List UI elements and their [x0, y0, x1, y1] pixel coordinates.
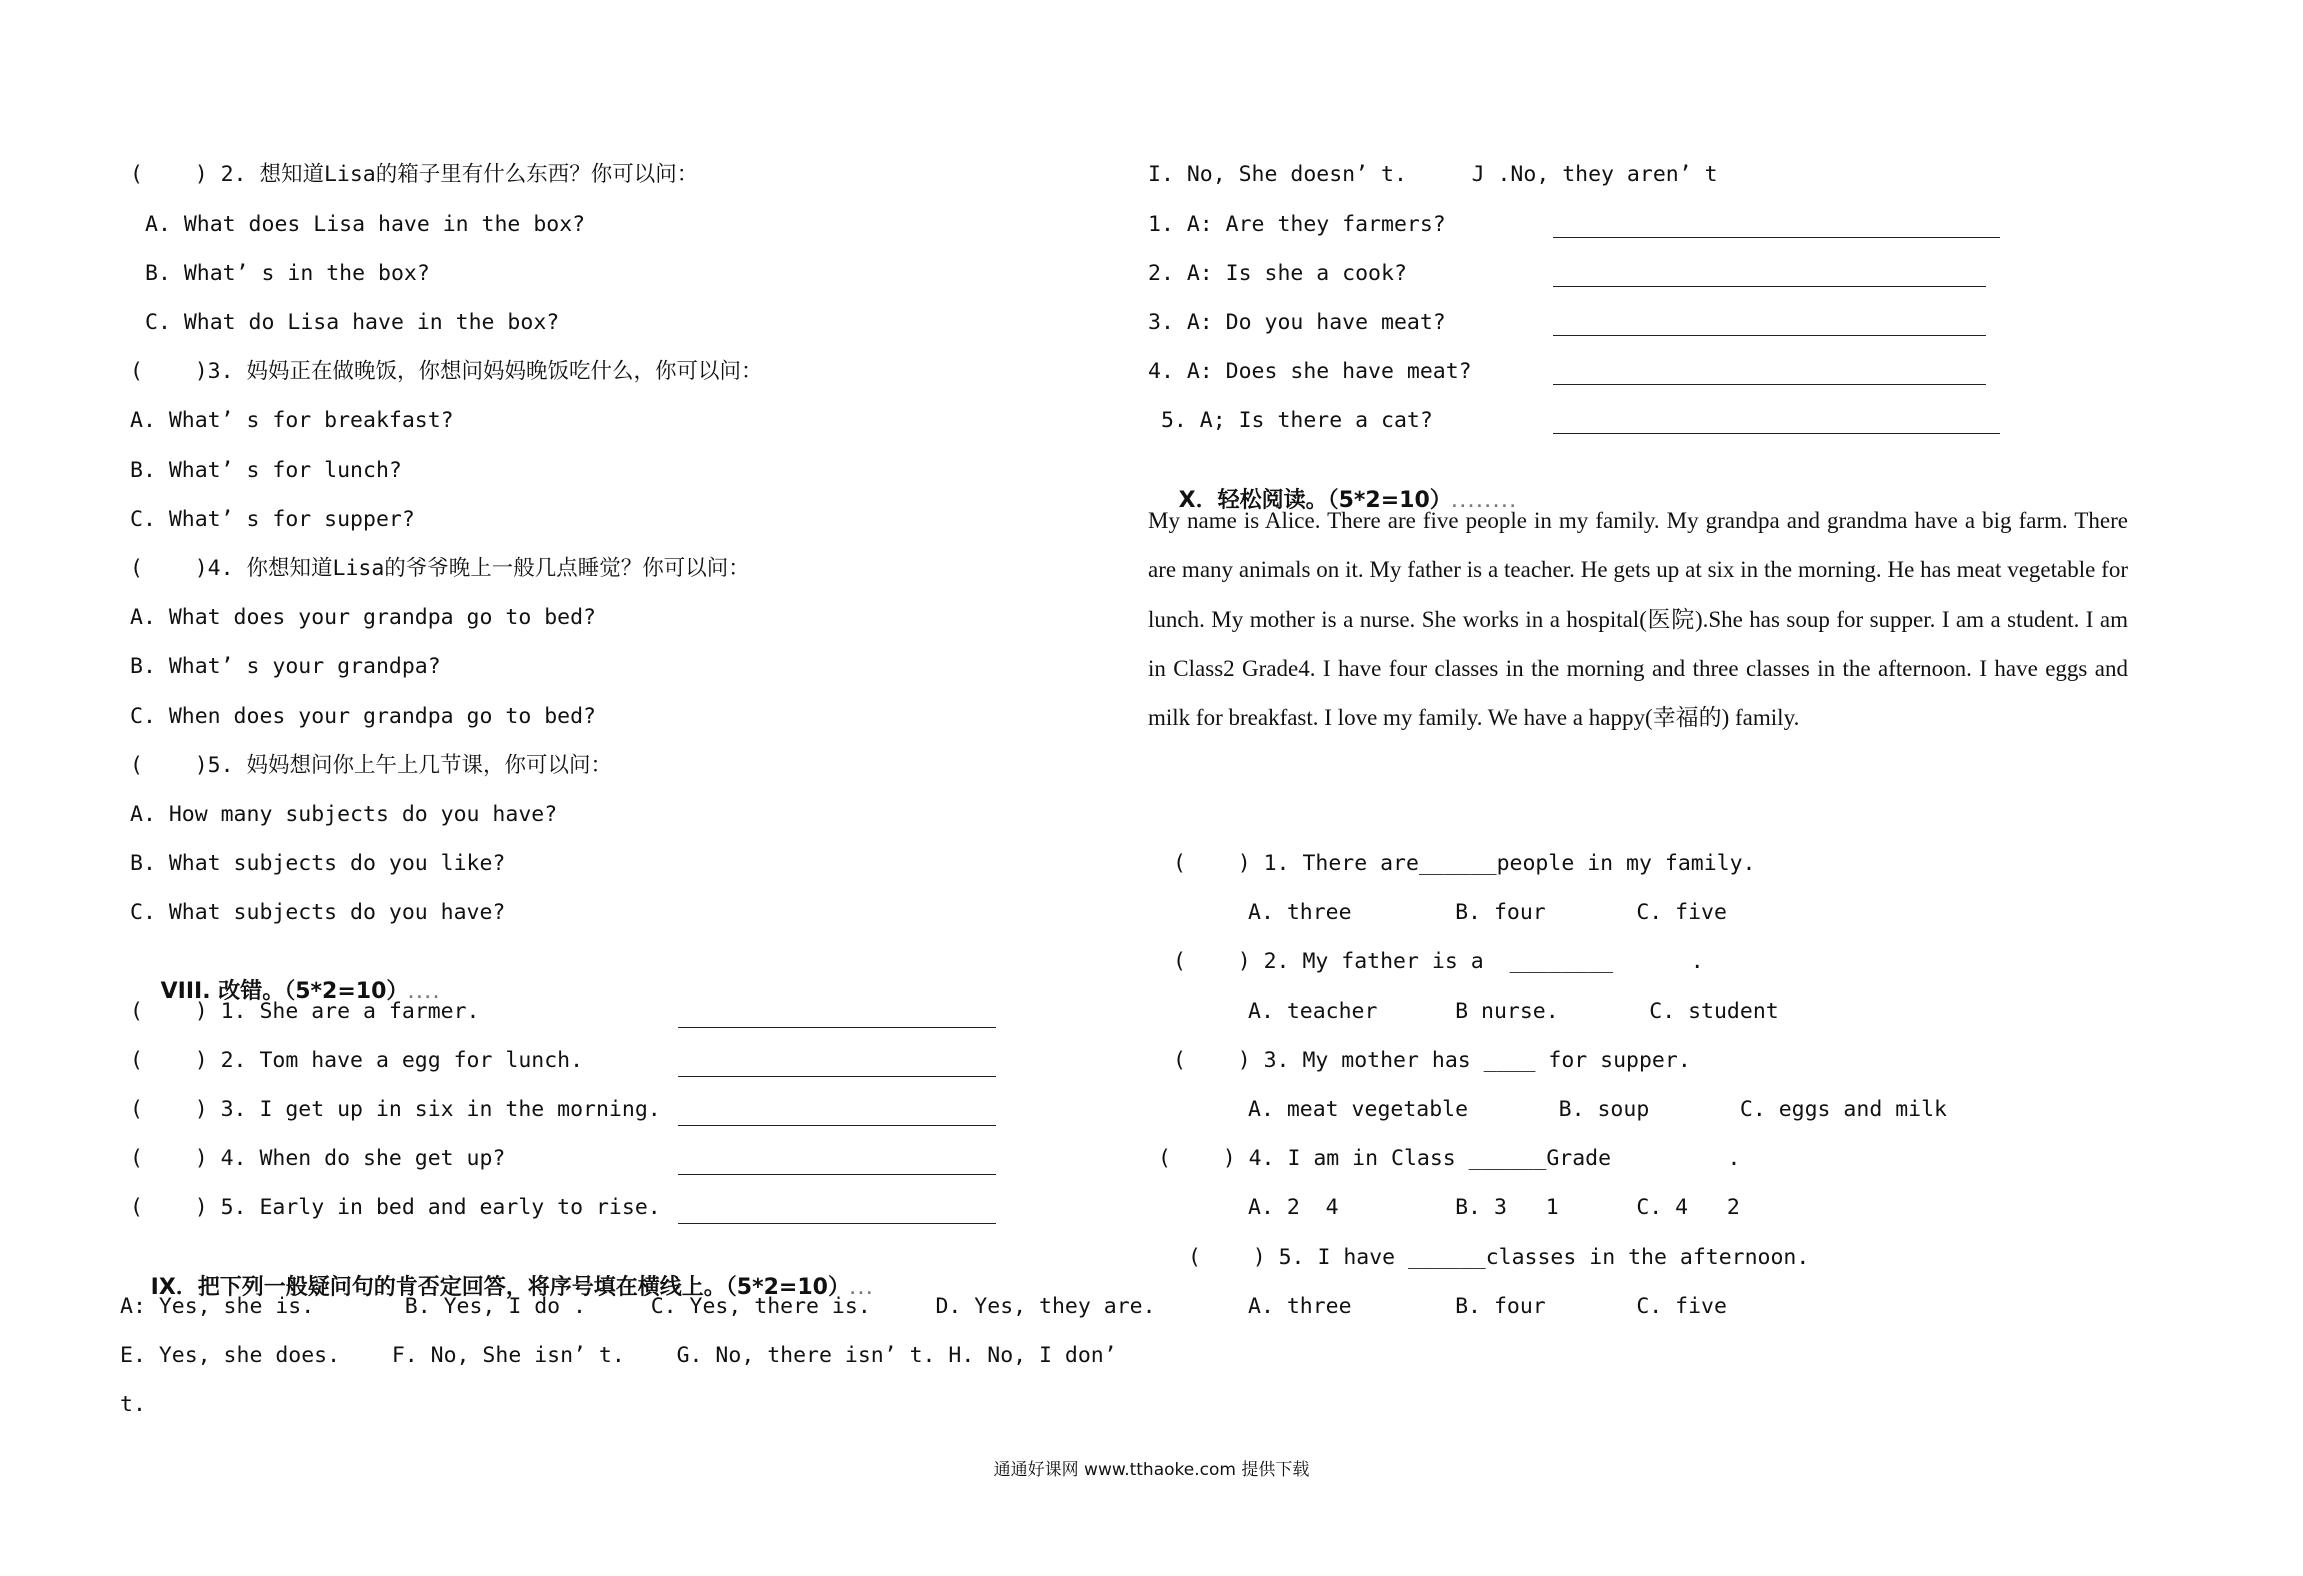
section-10-dots: ........ [1451, 495, 1519, 511]
reading-question-line: ( ) 3. My mother has ____ for supper. [1173, 1048, 1691, 1073]
question-line: B. What’ s your grandpa? [130, 654, 441, 679]
question-line: A. What does Lisa have in the box? [145, 212, 586, 237]
question-line: ( )4. 你想知道Lisa的爷爷晚上一般几点睡觉？你可以问： [130, 556, 750, 581]
question-line: ( ) 2. 想知道Lisa的箱子里有什么东西？你可以问： [130, 162, 699, 187]
question-line: C. What do Lisa have in the box? [145, 310, 560, 335]
reading-question-line: A. meat vegetable B. soup C. eggs and milk [1248, 1097, 1947, 1122]
yes-no-question: 5. A; Is there a cat? [1148, 408, 1433, 433]
reading-question-line: ( ) 1. There are______people in my family. [1173, 851, 1756, 876]
section-9-dots: ... [849, 1282, 875, 1298]
correction-answer-blank[interactable] [678, 1076, 996, 1077]
section-8-heading [130, 947, 442, 1004]
reading-passage: My name is Alice. There are five people in my family. My grandpa and grandma have a big farm. There are many animals on it. My father is a teacher. He gets up at six in the morning. He has meat vegetable for lunch. My mother is a nurse. She works in a hospital(医院).She has soup for supper. I am a student. I am in Class2 Grade4. I have four classes in the morning and three classes in the afternoon. I have eggs and milk for breakfast. I love my family. We have a happy(幸福的) family. [1148, 508, 2128, 731]
reading-question-line: ( ) 2. My father is a ________ . [1173, 949, 1704, 974]
question-answer-blank[interactable] [1553, 335, 1986, 336]
question-line: ( )3. 妈妈正在做晚饭，你想问妈妈晚饭吃什么，你可以问： [130, 359, 763, 384]
correction-answer-blank[interactable] [678, 1223, 996, 1224]
page-footer: 通通好课网 www.tthaoke.com 提供下载 [993, 1460, 1310, 1480]
correction-item: ( ) 5. Early in bed and early to rise. [130, 1195, 661, 1220]
reading-question-line: A. three B. four C. five [1248, 1294, 1727, 1319]
yes-no-question: 2. A: Is she a cook? [1148, 261, 1407, 286]
reading-question-line: ( ) 5. I have ______classes in the afternoon. [1188, 1245, 1810, 1270]
correction-item: ( ) 2. Tom have a egg for lunch. [130, 1048, 584, 1073]
question-line: A. How many subjects do you have? [130, 802, 558, 827]
question-answer-blank[interactable] [1553, 384, 1986, 385]
correction-item: ( ) 1. She are a farmer. [130, 999, 480, 1024]
correction-answer-blank[interactable] [678, 1174, 996, 1175]
yes-no-question: 1. A: Are they farmers? [1148, 212, 1446, 237]
question-line: B. What’ s for lunch? [130, 458, 402, 483]
correction-answer-blank[interactable] [678, 1027, 996, 1028]
correction-answer-blank[interactable] [678, 1125, 996, 1126]
yes-no-question: 4. A: Does she have meat? [1148, 359, 1472, 384]
yes-no-question: 3. A: Do you have meat? [1148, 310, 1446, 335]
question-answer-blank[interactable] [1553, 237, 2000, 238]
question-line: C. What subjects do you have? [130, 900, 506, 925]
section-8-title: VIII. 改错。（5*2=10） [160, 979, 409, 1004]
question-line: B. What subjects do you like? [130, 851, 506, 876]
reading-question-line: A. three B. four C. five [1248, 900, 1727, 925]
section-10-title: X．轻松阅读。（5*2=10） [1178, 488, 1452, 513]
answer-options-row-1: A: Yes, she is. B. Yes, I do . C. Yes, there is. D. Yes, they are. [120, 1294, 1156, 1319]
section-9-heading [120, 1243, 875, 1300]
answer-options-ij: I. No, She doesn’ t. J .No, they aren’ t [1148, 162, 1718, 187]
reading-question-line: A. teacher B nurse. C. student [1248, 999, 1779, 1024]
question-answer-blank[interactable] [1553, 286, 1986, 287]
reading-question-line: ( ) 4. I am in Class ______Grade . [1158, 1146, 1741, 1171]
question-answer-blank[interactable] [1553, 433, 2000, 434]
correction-item: ( ) 3. I get up in six in the morning. [130, 1097, 661, 1122]
section-10-heading [1148, 456, 1519, 513]
section-9-title: IX．把下列一般疑问句的肯否定回答，将序号填在横线上。（5*2=10） [150, 1275, 850, 1300]
correction-item: ( ) 4. When do she get up? [130, 1146, 506, 1171]
answer-options-row-3: t. [120, 1392, 146, 1417]
question-line: A. What does your grandpa go to bed? [130, 605, 596, 630]
question-line: B. What’ s in the box? [145, 261, 430, 286]
reading-question-line: A. 2 4 B. 3 1 C. 4 2 [1248, 1195, 1740, 1220]
question-line: ( )5. 妈妈想问你上午上几节课，你可以问： [130, 753, 612, 778]
question-line: A. What’ s for breakfast? [130, 408, 454, 433]
answer-options-row-2: E. Yes, she does. F. No, She isn’ t. G. No, there isn’ t. H. No, I don’ [120, 1343, 1117, 1368]
section-8-dots: .... [408, 986, 442, 1002]
question-line: C. When does your grandpa go to bed? [130, 704, 596, 729]
question-line: C. What’ s for supper? [130, 507, 415, 532]
